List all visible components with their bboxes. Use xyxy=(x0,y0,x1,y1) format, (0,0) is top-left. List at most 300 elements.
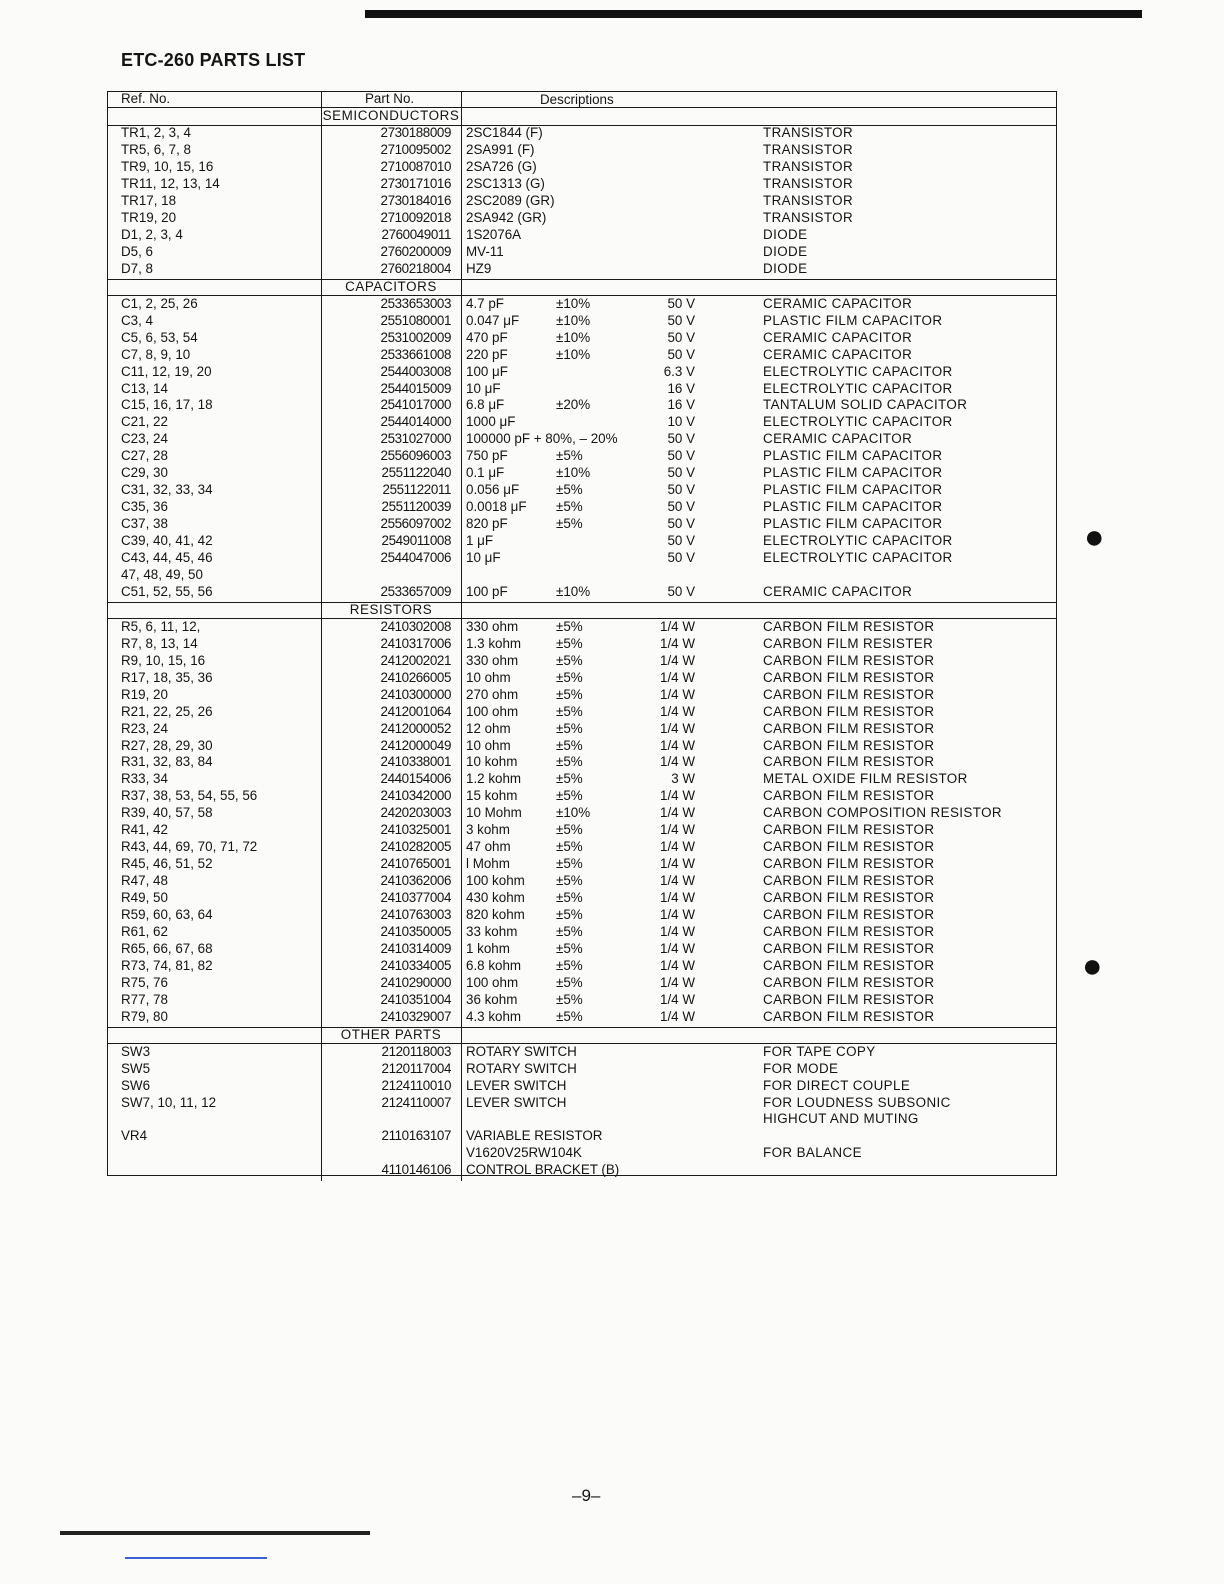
table-row-description: HIGHCUT AND MUTING xyxy=(763,1111,919,1127)
section-header: RESISTORS xyxy=(349,601,433,617)
top-edge-bar xyxy=(365,10,1142,18)
table-row-description: ELECTROLYTIC CAPACITOR xyxy=(763,550,953,565)
table-row-tolerance: ±10% xyxy=(556,329,591,345)
table-row-description: CARBON FILM RESISTOR xyxy=(763,1008,935,1024)
table-row-rating: 50 V xyxy=(667,583,695,599)
table-row-tolerance: ±5% xyxy=(556,499,583,515)
table-row-ref-no: C27, 28 xyxy=(121,448,168,464)
header-part-no: Part No. xyxy=(365,91,415,106)
table-row-ref-no: R5, 6, 11, 12, xyxy=(121,618,201,634)
table-row-description: FOR DIRECT COUPLE xyxy=(763,1077,911,1093)
table-row-part-no: 2531002009 xyxy=(380,329,451,345)
table-row-description: CARBON FILM RESISTOR xyxy=(763,703,935,719)
table-row-description: TRANSISTOR xyxy=(763,142,854,158)
table-row-description: CARBON FILM RESISTOR xyxy=(763,991,935,1007)
header-divider xyxy=(461,91,462,108)
table-row-value: LEVER SWITCH xyxy=(466,1077,567,1093)
table-row-part-no: 2410282005 xyxy=(380,839,451,855)
table-row-rating: 6.3 V xyxy=(663,363,695,379)
table-row-rating: 1/4 W xyxy=(660,805,695,821)
table-row-value: 1000 μF xyxy=(466,414,516,430)
table-row-tolerance: ±10% xyxy=(556,583,591,599)
table-row-value: LEVER SWITCH xyxy=(466,1094,567,1110)
table-row-part-no: 2412000052 xyxy=(380,720,451,736)
table-row-value: 2SC1844 (F) xyxy=(466,125,543,141)
page-title: ETC-260 PARTS LIST xyxy=(121,50,306,70)
table-row-tolerance: ±5% xyxy=(556,940,583,956)
table-row-part-no: 2551080001 xyxy=(380,312,451,328)
table-row-description: CERAMIC CAPACITOR xyxy=(763,431,913,447)
table-row-tolerance: ±10% xyxy=(556,295,591,311)
table-row-ref-no: SW6 xyxy=(121,1077,151,1093)
table-row-ref-no: C35, 36 xyxy=(121,499,168,515)
table-row-part-no: 2410290000 xyxy=(380,974,451,990)
table-row-description: CARBON FILM RESISTOR xyxy=(763,754,935,770)
table-row-rating: 1/4 W xyxy=(660,618,695,634)
table-row-ref-no: C7, 8, 9, 10 xyxy=(121,346,191,362)
table-row-value: 4.3 kohm xyxy=(466,1008,522,1024)
table-row-tolerance: ±5% xyxy=(556,720,583,736)
table-row-ref-no: C11, 12, 19, 20 xyxy=(121,363,212,379)
table-row-ref-no: R9, 10, 15, 16 xyxy=(121,652,206,668)
table-row-tolerance: ±5% xyxy=(556,839,583,855)
table-row-description: DIODE xyxy=(763,260,808,276)
table-row-rating: 1/4 W xyxy=(660,890,695,906)
table-row-description: ELECTROLYTIC CAPACITOR xyxy=(763,363,953,379)
section-bottom-rule xyxy=(107,279,1057,280)
table-row-part-no: 2710087010 xyxy=(380,159,451,175)
table-row-tolerance: ±5% xyxy=(556,669,583,685)
table-row-ref-no: R23, 24 xyxy=(121,720,168,736)
table-row-part-no: 2410266005 xyxy=(380,669,451,685)
table-row-tolerance: ±5% xyxy=(556,771,583,787)
table-row-value: VARIABLE RESISTOR xyxy=(466,1128,603,1144)
table-row-description: CARBON FILM RESISTOR xyxy=(763,822,935,838)
table-row-value: 36 kohm xyxy=(466,991,518,1007)
table-row-part-no: 2410362006 xyxy=(380,873,451,889)
table-row-part-no: 2410338001 xyxy=(380,754,451,770)
table-row-ref-no: C15, 16, 17, 18 xyxy=(121,397,213,413)
column-divider xyxy=(321,108,322,280)
table-row-tolerance: ±5% xyxy=(556,788,583,804)
table-row-tolerance: ±10% xyxy=(556,346,591,362)
table-row-value: 1 kohm xyxy=(466,940,510,956)
table-row-rating: 50 V xyxy=(667,346,695,362)
table-row-value: 100 kohm xyxy=(466,873,525,889)
table-row-part-no: 2556096003 xyxy=(380,448,451,464)
table-row-ref-no: SW3 xyxy=(121,1043,151,1059)
table-row-rating: 1/4 W xyxy=(660,940,695,956)
table-row-tolerance: ±5% xyxy=(556,1008,583,1024)
table-row-description: PLASTIC FILM CAPACITOR xyxy=(763,312,943,328)
table-row-tolerance: ±5% xyxy=(556,737,583,753)
table-row-part-no: 2730171016 xyxy=(380,176,451,192)
table-row-part-no: 2533653003 xyxy=(380,295,451,311)
table-row-ref-no: VR4 xyxy=(121,1128,148,1144)
table-row-ref-no: C31, 32, 33, 34 xyxy=(121,482,213,498)
table-row-value: 15 kohm xyxy=(466,788,518,804)
table-row-value: 12 ohm xyxy=(466,720,511,736)
table-row-description: CARBON FILM RESISTOR xyxy=(763,974,935,990)
table-row-description: CARBON FILM RESISTER xyxy=(763,635,934,651)
table-row-tolerance: ±5% xyxy=(556,448,583,464)
table-row-part-no: 2544047006 xyxy=(380,550,451,565)
table-row-tolerance: ±5% xyxy=(556,957,583,973)
table-row-part-no: 2410300000 xyxy=(380,686,451,702)
table-row-ref-no: TR5, 6, 7, 8 xyxy=(121,142,191,158)
table-row-part-no: 2760218004 xyxy=(380,260,451,276)
table-row-description: CERAMIC CAPACITOR xyxy=(763,346,913,362)
table-row-tolerance: ±5% xyxy=(556,482,583,498)
table-row-description: DIODE xyxy=(763,226,808,242)
table-row-rating: 1/4 W xyxy=(660,737,695,753)
punch-hole-mark: ● xyxy=(1082,947,1103,985)
table-row-rating: 3 W xyxy=(671,771,695,787)
table-row-part-no: 2410342000 xyxy=(380,788,451,804)
table-row-rating: 1/4 W xyxy=(660,686,695,702)
table-row-value: 100 μF xyxy=(466,363,508,379)
table-row-tolerance: ±5% xyxy=(556,856,583,872)
table-row-part-no: 2531027000 xyxy=(380,431,451,447)
table-row-ref-no: R45, 46, 51, 52 xyxy=(121,856,213,872)
table-row-part-no: 2412001064 xyxy=(380,703,451,719)
table-row-tolerance: ±5% xyxy=(556,974,583,990)
table-row-rating: 1/4 W xyxy=(660,703,695,719)
table-row-ref-no: R59, 60, 63, 64 xyxy=(121,907,213,922)
table-row-description: TRANSISTOR xyxy=(763,159,854,175)
header-divider xyxy=(321,91,322,108)
table-row-part-no: 2730184016 xyxy=(380,193,451,208)
section-header: CAPACITORS xyxy=(345,278,437,294)
table-row-ref-no: TR11, 12, 13, 14 xyxy=(121,176,220,192)
table-row-part-no: 2410334005 xyxy=(380,957,451,973)
table-row-value: 100 pF xyxy=(466,583,508,599)
table-row-tolerance: ±5% xyxy=(556,923,583,939)
table-row-ref-no: R75, 76 xyxy=(121,974,168,990)
table-row-description: CARBON FILM RESISTOR xyxy=(763,788,935,804)
table-row-description: CARBON FILM RESISTOR xyxy=(763,669,935,685)
table-row-description: ELECTROLYTIC CAPACITOR xyxy=(763,414,953,430)
table-row-tolerance: ±5% xyxy=(556,652,583,668)
section-bottom-rule xyxy=(107,1027,1057,1028)
table-row-description: CARBON FILM RESISTOR xyxy=(763,686,935,702)
table-row-value: 10 ohm xyxy=(466,737,511,753)
table-row-value: CONTROL BRACKET (B) xyxy=(466,1162,620,1178)
table-row-part-no: 2120118003 xyxy=(381,1043,451,1059)
table-row-value: MV-11 xyxy=(466,243,504,259)
table-row-tolerance: ±10% xyxy=(556,312,591,328)
table-row-rating: 50 V xyxy=(667,482,695,498)
table-row-rating: 16 V xyxy=(667,397,695,413)
table-row-rating: 1/4 W xyxy=(660,923,695,939)
table-row-value: 0.056 μF xyxy=(466,482,520,498)
column-divider xyxy=(461,279,462,603)
table-row-description: PLASTIC FILM CAPACITOR xyxy=(763,499,943,515)
table-row-part-no: 2410351004 xyxy=(380,991,451,1007)
table-row-description: FOR BALANCE xyxy=(763,1145,862,1161)
table-row-ref-no: C39, 40, 41, 42 xyxy=(121,533,213,549)
table-row-description: PLASTIC FILM CAPACITOR xyxy=(763,516,943,532)
table-row-description: CERAMIC CAPACITOR xyxy=(763,583,913,599)
table-row-part-no: 2410329007 xyxy=(380,1008,451,1024)
table-row-description: CARBON FILM RESISTOR xyxy=(763,618,935,634)
table-row-ref-no: R61, 62 xyxy=(121,923,168,939)
table-row-description: CARBON FILM RESISTOR xyxy=(763,890,935,906)
header-rule xyxy=(107,107,1057,108)
table-row-value: 820 pF xyxy=(466,516,508,532)
table-row-part-no: 2410314009 xyxy=(380,940,451,956)
column-divider xyxy=(461,1027,462,1182)
table-row-ref-no: R7, 8, 13, 14 xyxy=(121,635,198,651)
bottom-edge-line xyxy=(60,1531,370,1535)
table-row-description: CARBON FILM RESISTOR xyxy=(763,873,935,889)
table-row-rating: 10 V xyxy=(667,414,695,430)
table-row-ref-no: R43, 44, 69, 70, 71, 72 xyxy=(121,839,258,855)
table-row-ref-no: R49, 50 xyxy=(121,890,168,906)
column-divider xyxy=(321,1027,322,1182)
table-row-ref-no: R17, 18, 35, 36 xyxy=(121,669,213,685)
table-row-value: 33 kohm xyxy=(466,923,518,939)
table-row-tolerance: ±5% xyxy=(556,754,583,770)
table-row-ref-no: R19, 20 xyxy=(121,686,168,702)
table-row-value: 10 μF xyxy=(466,550,501,565)
table-row-part-no: 4110146106 xyxy=(381,1162,451,1178)
table-row-rating: 50 V xyxy=(667,533,695,549)
table-row-tolerance: ±5% xyxy=(556,618,583,634)
table-row-description: CARBON FILM RESISTOR xyxy=(763,923,935,939)
table-row-rating: 50 V xyxy=(667,312,695,328)
table-row-description: FOR LOUDNESS SUBSONIC xyxy=(763,1094,951,1110)
table-row-rating: 1/4 W xyxy=(660,957,695,973)
table-row-ref-no: R27, 28, 29, 30 xyxy=(121,737,213,753)
table-row-rating: 50 V xyxy=(667,448,695,464)
table-row-value: 330 ohm xyxy=(466,618,519,634)
table-row-rating: 50 V xyxy=(667,329,695,345)
column-divider xyxy=(461,108,462,280)
table-row-part-no: 2710092018 xyxy=(380,209,451,225)
table-row-part-no: 2410377004 xyxy=(380,890,451,906)
table-row-part-no: 2410350005 xyxy=(380,923,451,939)
table-row-ref-no: R77, 78 xyxy=(121,991,168,1007)
table-row-part-no: 2120117004 xyxy=(381,1060,451,1076)
table-row-description: CARBON FILM RESISTOR xyxy=(763,856,935,872)
table-row-description: TANTALUM SOLID CAPACITOR xyxy=(763,397,968,413)
table-row-ref-no: C3, 4 xyxy=(121,312,154,328)
table-row-part-no: 2549011008 xyxy=(381,533,451,549)
parts-table xyxy=(107,91,1057,1176)
table-row-ref-no: C5, 6, 53, 54 xyxy=(121,329,198,345)
table-row-description: CARBON FILM RESISTOR xyxy=(763,737,935,753)
table-row-part-no: 2544003008 xyxy=(380,363,451,379)
table-row-value: 1S2076A xyxy=(466,226,522,242)
table-row-description: CARBON FILM RESISTOR xyxy=(763,940,935,956)
table-row-value: 100 ohm xyxy=(466,974,519,990)
table-row-value: HZ9 xyxy=(466,260,492,276)
table-row-value: 4.7 pF xyxy=(466,295,504,311)
table-row-ref-no: R21, 22, 25, 26 xyxy=(121,703,213,719)
table-row-value: 750 pF xyxy=(466,448,508,464)
table-row-value: V1620V25RW104K xyxy=(466,1145,582,1161)
table-row-part-no: 2410763003 xyxy=(380,907,451,922)
table-row-part-no: 2551122011 xyxy=(382,482,451,498)
table-row-description: CARBON FILM RESISTOR xyxy=(763,957,935,973)
table-row-description: TRANSISTOR xyxy=(763,209,854,225)
column-divider xyxy=(321,602,322,1028)
table-row-tolerance: ±5% xyxy=(556,822,583,838)
table-row-part-no: 2710095002 xyxy=(380,142,451,158)
table-row-value: 6.8 kohm xyxy=(466,957,522,973)
table-row-description: PLASTIC FILM CAPACITOR xyxy=(763,465,943,481)
table-row-ref-no: C13, 14 xyxy=(121,380,168,396)
table-row-rating: 50 V xyxy=(667,431,695,447)
table-row-tolerance: ±5% xyxy=(556,703,583,719)
table-row-value: 220 pF xyxy=(466,346,508,362)
table-row-ref-no: R37, 38, 53, 54, 55, 56 xyxy=(121,788,258,804)
table-row-part-no: 2544015009 xyxy=(380,380,451,396)
table-row-value: 1.3 kohm xyxy=(466,635,522,651)
punch-hole-mark: ● xyxy=(1084,518,1105,556)
table-row-part-no: 2440154006 xyxy=(380,771,451,787)
table-row-rating: 1/4 W xyxy=(660,1008,695,1024)
table-row-value: 2SA726 (G) xyxy=(466,159,537,175)
table-row-description: METAL OXIDE FILM RESISTOR xyxy=(763,771,968,787)
table-row-description: CARBON FILM RESISTOR xyxy=(763,839,935,855)
table-row-description: FOR MODE xyxy=(763,1060,839,1076)
table-row-value: 2SC1313 (G) xyxy=(466,176,545,192)
table-row-ref-no: R39, 40, 57, 58 xyxy=(121,805,213,821)
table-row-part-no: 2760049011 xyxy=(381,226,451,242)
table-row-description: CARBON COMPOSITION RESISTOR xyxy=(763,805,1002,821)
table-row-ref-no: 47, 48, 49, 50 xyxy=(121,566,203,582)
table-row-value: ROTARY SWITCH xyxy=(466,1043,577,1059)
table-row-rating: 1/4 W xyxy=(660,669,695,685)
page-number: –9– xyxy=(572,1486,601,1505)
table-row-value: 10 Mohm xyxy=(466,805,522,821)
column-divider xyxy=(321,279,322,603)
table-row-part-no: 2551122040 xyxy=(381,465,451,481)
table-row-value: 0.0018 μF xyxy=(466,499,527,515)
table-row-description: TRANSISTOR xyxy=(763,176,854,192)
bottom-blue-line xyxy=(125,1557,267,1559)
table-row-part-no: 2410325001 xyxy=(380,822,451,838)
table-row-value: 100000 pF + 80%, – 20% xyxy=(466,431,618,447)
table-row-tolerance: ±5% xyxy=(556,635,583,651)
table-row-description: PLASTIC FILM CAPACITOR xyxy=(763,482,943,498)
table-row-rating: 50 V xyxy=(667,295,695,311)
table-row-ref-no: D7, 8 xyxy=(121,260,154,276)
table-row-ref-no: TR9, 10, 15, 16 xyxy=(121,159,214,175)
table-row-value: 10 ohm xyxy=(466,669,511,685)
table-row-description: DIODE xyxy=(763,243,808,259)
table-row-part-no: 2124110010 xyxy=(381,1077,451,1093)
table-row-rating: 50 V xyxy=(667,516,695,532)
table-row-description: ELECTROLYTIC CAPACITOR xyxy=(763,380,953,396)
table-row-ref-no: D5, 6 xyxy=(121,243,154,259)
table-row-value: 100 ohm xyxy=(466,703,519,719)
table-row-part-no: 2544014000 xyxy=(380,414,451,430)
table-row-tolerance: ±10% xyxy=(556,805,591,821)
table-row-value: 10 μF xyxy=(466,380,501,396)
table-row-value: 1 μF xyxy=(466,533,494,549)
table-row-rating: 1/4 W xyxy=(660,822,695,838)
table-row-ref-no: TR19, 20 xyxy=(121,209,177,225)
table-row-ref-no: C37, 38 xyxy=(121,516,168,532)
table-row-rating: 1/4 W xyxy=(660,907,695,922)
table-row-ref-no: C29, 30 xyxy=(121,465,168,481)
table-row-value: 270 ohm xyxy=(466,686,519,702)
table-row-description: PLASTIC FILM CAPACITOR xyxy=(763,448,943,464)
table-row-part-no: 2551120039 xyxy=(381,499,451,515)
table-row-tolerance: ±10% xyxy=(556,465,591,481)
table-row-value: l Mohm xyxy=(466,856,510,872)
table-row-value: 2SC2089 (GR) xyxy=(466,193,555,208)
table-row-tolerance: ±20% xyxy=(556,397,591,413)
column-divider xyxy=(461,602,462,1028)
table-row-ref-no: SW5 xyxy=(121,1060,151,1076)
table-row-rating: 1/4 W xyxy=(660,635,695,651)
table-row-ref-no: R41, 42 xyxy=(121,822,168,838)
table-row-ref-no: C51, 52, 55, 56 xyxy=(121,583,213,599)
table-row-value: 2SA991 (F) xyxy=(466,142,535,158)
table-row-part-no: 2410302008 xyxy=(380,618,451,634)
table-row-ref-no: TR1, 2, 3, 4 xyxy=(121,125,191,141)
table-row-value: 330 ohm xyxy=(466,652,519,668)
table-row-value: 820 kohm xyxy=(466,907,525,922)
table-row-value: 10 kohm xyxy=(466,754,518,770)
table-row-tolerance: ±5% xyxy=(556,907,583,922)
table-row-part-no: 2410317006 xyxy=(380,635,451,651)
table-row-part-no: 2124110007 xyxy=(381,1094,451,1110)
table-row-rating: 50 V xyxy=(667,499,695,515)
table-row-rating: 1/4 W xyxy=(660,991,695,1007)
table-row-rating: 1/4 W xyxy=(660,720,695,736)
table-row-ref-no: C23, 24 xyxy=(121,431,168,447)
table-row-description: CARBON FILM RESISTOR xyxy=(763,907,935,922)
table-row-ref-no: TR17, 18 xyxy=(121,193,177,208)
table-row-tolerance: ±5% xyxy=(556,873,583,889)
table-row-ref-no: C21, 22 xyxy=(121,414,168,430)
section-header: SEMICONDUCTORS xyxy=(322,108,460,124)
section-bottom-rule xyxy=(107,602,1057,603)
table-row-value: 3 kohm xyxy=(466,822,510,838)
table-row-tolerance: ±5% xyxy=(556,890,583,906)
table-row-ref-no: R65, 66, 67, 68 xyxy=(121,940,213,956)
table-row-part-no: 2420203003 xyxy=(380,805,451,821)
table-row-rating: 16 V xyxy=(667,380,695,396)
table-row-rating: 1/4 W xyxy=(660,839,695,855)
table-row-rating: 1/4 W xyxy=(660,652,695,668)
table-row-value: ROTARY SWITCH xyxy=(466,1060,577,1076)
table-row-tolerance: ±5% xyxy=(556,516,583,532)
table-row-rating: 50 V xyxy=(667,465,695,481)
table-row-part-no: 2556097002 xyxy=(380,516,451,532)
table-row-ref-no: R79, 80 xyxy=(121,1008,168,1024)
table-row-rating: 1/4 W xyxy=(660,856,695,872)
table-row-description: CARBON FILM RESISTOR xyxy=(763,720,935,736)
table-row-description: CERAMIC CAPACITOR xyxy=(763,329,913,345)
table-row-part-no: 2533657009 xyxy=(380,583,451,599)
table-row-ref-no: D1, 2, 3, 4 xyxy=(121,226,183,242)
table-row-description: TRANSISTOR xyxy=(763,125,854,141)
table-row-rating: 50 V xyxy=(667,550,695,565)
table-row-value: 0.047 μF xyxy=(466,312,520,328)
table-row-part-no: 2541017000 xyxy=(380,397,451,413)
table-row-value: 1.2 kohm xyxy=(466,771,522,787)
table-row-part-no: 2110163107 xyxy=(381,1128,451,1144)
table-row-value: 430 kohm xyxy=(466,890,525,906)
table-row-rating: 1/4 W xyxy=(660,873,695,889)
table-row-rating: 1/4 W xyxy=(660,974,695,990)
